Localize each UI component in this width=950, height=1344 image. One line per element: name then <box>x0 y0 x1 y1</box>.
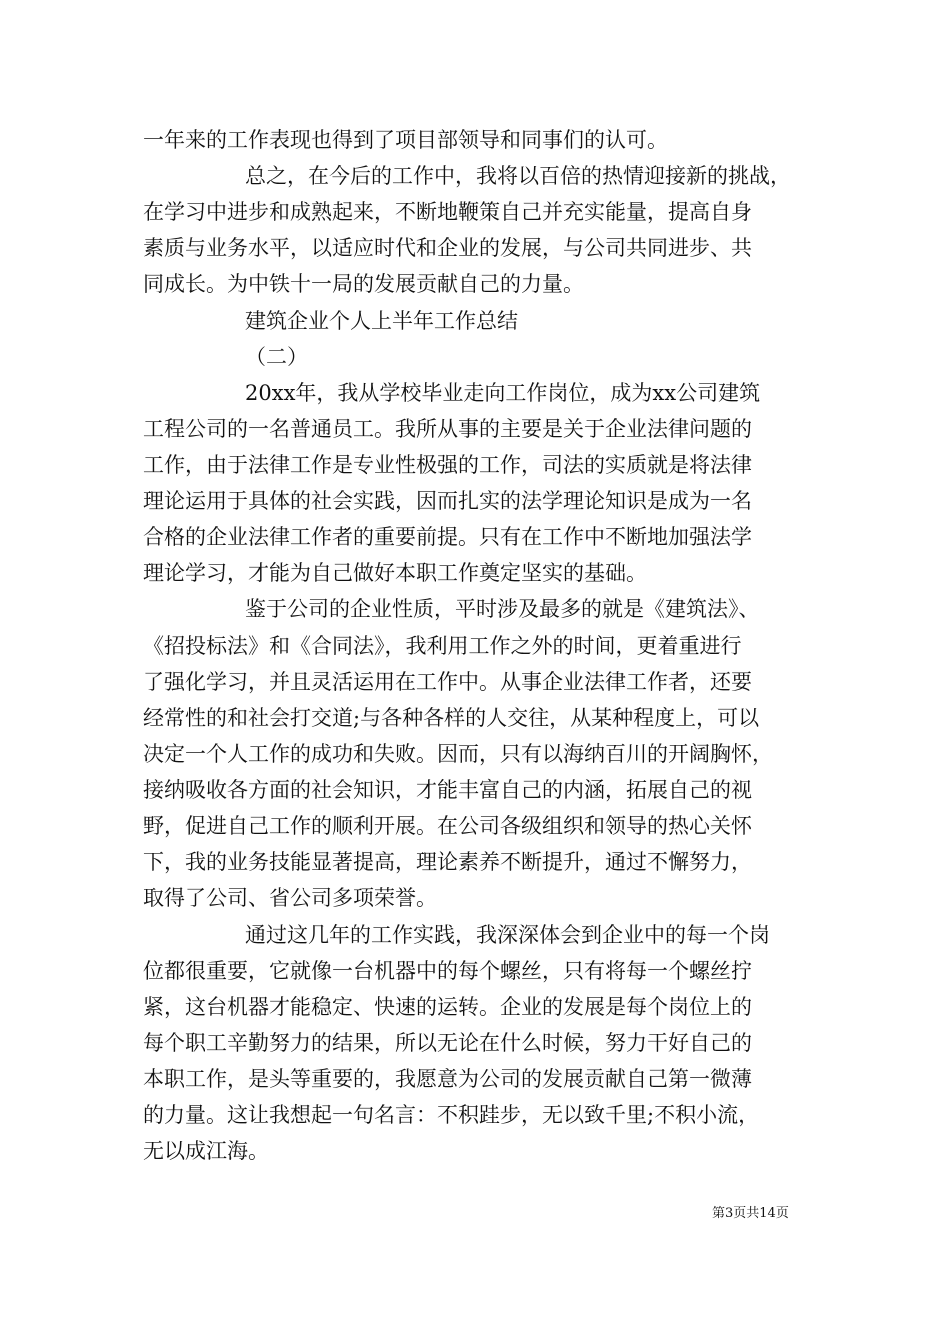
text-line: 总之，在今后的工作中，我将以百倍的热情迎接新的挑战， <box>245 164 791 188</box>
text-line: 在学习中进步和成熟起来，不断地鞭策自己并充实能量，提高自身 <box>143 200 752 224</box>
text-line: 每个职工辛勤努力的结果，所以无论在什么时候，努力干好自己的 <box>143 1031 752 1055</box>
section-subtitle: （二） <box>245 345 308 369</box>
text-line: 理论学习，才能为自己做好本职工作奠定坚实的基础。 <box>143 561 647 585</box>
text-line: 了强化学习，并且灵活运用在工作中。从事企业法律工作者，还要 <box>143 670 752 694</box>
text-line: 野，促进自己工作的顺利开展。在公司各级组织和领导的热心关怀 <box>143 814 752 838</box>
text-line: 工作，由于法律工作是专业性极强的工作，司法的实质就是将法律 <box>143 453 752 477</box>
text-line: 合格的企业法律工作者的重要前提。只有在工作中不断地加强法学 <box>143 525 752 549</box>
text-line: 同成长。为中铁十一局的发展贡献自己的力量。 <box>143 272 584 296</box>
text-line: 《招投标法》和《合同法》，我利用工作之外的时间，更着重进行 <box>143 634 742 658</box>
text-line: 一年来的工作表现也得到了项目部领导和同事们的认可。 <box>143 128 668 152</box>
text-line: 下，我的业务技能显著提高，理论素养不断提升，通过不懈努力， <box>143 850 752 874</box>
text-line: 鉴于公司的企业性质，平时涉及最多的就是《建筑法》、 <box>245 597 760 621</box>
text-line: 紧，这台机器才能稳定、快速的运转。企业的发展是每个岗位上的 <box>143 995 752 1019</box>
text-line: 理论运用于具体的社会实践，因而扎实的法学理论知识是成为一名 <box>143 489 752 513</box>
text-line: 的力量。这让我想起一句名言：不积跬步，无以致千里;不积小流， <box>143 1103 760 1127</box>
text-line: 决定一个人工作的成功和失败。因而，只有以海纳百川的开阔胸怀， <box>143 742 773 766</box>
text-line: 位都很重要，它就像一台机器中的每个螺丝，只有将每一个螺丝拧 <box>143 959 752 983</box>
text-line: 接纳吸收各方面的社会知识，才能丰富自己的内涵，拓展自己的视 <box>143 778 752 802</box>
text-line: 通过这几年的工作实践，我深深体会到企业中的每一个岗 <box>245 923 770 947</box>
text-line: 无以成江海。 <box>143 1139 269 1163</box>
text-line: 素质与业务水平，以适应时代和企业的发展，与公司共同进步、共 <box>143 236 752 260</box>
text-line: 工程公司的一名普通员工。我所从事的主要是关于企业法律问题的 <box>143 417 752 441</box>
text-line: 20xx年，我从学校毕业走向工作岗位，成为xx公司建筑 <box>245 381 761 405</box>
text-line: 本职工作，是头等重要的，我愿意为公司的发展贡献自己第一微薄 <box>143 1067 752 1091</box>
page-number: 第3页共14页 <box>712 1206 789 1221</box>
section-title: 建筑企业个人上半年工作总结 <box>245 309 518 333</box>
text-line: 取得了公司、省公司多项荣誉。 <box>143 886 437 910</box>
text-line: 经常性的和社会打交道;与各种各样的人交往，从某种程度上，可以 <box>143 706 760 730</box>
